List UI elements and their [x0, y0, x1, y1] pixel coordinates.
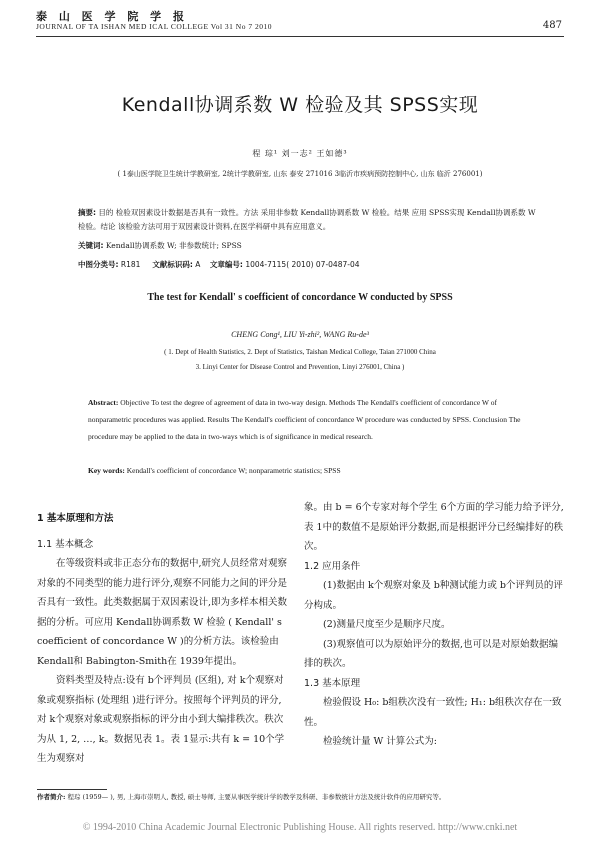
header-rule	[36, 36, 564, 37]
article-id-label: 文章编号:	[209, 260, 243, 269]
condition-3: (3)观察值可以为原始评分的数据,也可以是对原始数据编排的秩次。	[304, 638, 558, 669]
authors-en: CHENG Cong¹, LIU Yi-zhi², WANG Ru-de³	[231, 330, 369, 339]
condition-2: (2)测量尺度至少是顺序尺度。	[323, 619, 451, 630]
doc-code-value: A	[195, 260, 201, 269]
keywords-cn	[78, 240, 242, 251]
keywords-en-text: Kendall's coefficient of concordance W; nonparametric statistics; SPSS	[126, 466, 341, 475]
body-left-column	[37, 509, 292, 769]
footnote-rule	[37, 789, 107, 790]
body-paragraph-2: 资料类型及特点:设有 b个评判员 (区组), 对 k个观察对象或观察指标 (处理组 )进行评分。按照每个评判员的评分, 对 k个观察对象或观察指标的评分由小到大编排秩次。秩次为从 1, 2, …, k。数据见表 1。表 1显示:共有 k = 10个学生为观察对	[37, 675, 285, 764]
affiliation-cn: ( 1泰山医学院卫生统计学教研室, 2统计学教研室, 山东 泰安 271016 3临沂市疾病预防控制中心, 山东 临沂 276001)	[117, 170, 483, 178]
subsection-heading-1-2: 1.2 应用条件	[304, 560, 361, 572]
journal-name-cn: 泰 山 医 学 院 学 报	[36, 10, 188, 23]
abstract-en-label: Abstract:	[88, 398, 119, 407]
abstract-en	[88, 394, 528, 445]
authors-cn: 程 琮¹ 刘一志² 王如德³	[252, 149, 348, 158]
formula-intro: 检验统计量 W 计算公式为:	[323, 736, 438, 747]
classification-line	[78, 259, 360, 270]
article-id-value: 1004-7115( 2010) 07-0487-04	[245, 260, 360, 269]
subsection-heading-1-1: 1.1 基本概念	[37, 538, 94, 550]
copyright-line: © 1994-2010 China Academic Journal Electronic Publishing House. All rights reserved. http://www.cnki.net	[82, 822, 518, 833]
doc-code-label: 文献标识码:	[152, 260, 193, 269]
footnote-text: 程琮 (1959— ), 男, 上海市崇明人, 教授, 硕士导师, 主要从事医学统计学的教学及科研、非参数统计方法及统计软件的应用研究等。	[67, 793, 446, 801]
footnote-label: 作者简介:	[37, 793, 66, 801]
title-en: The test for Kendall' s coefficient of concordance W conducted by SPSS	[147, 292, 453, 303]
keywords-en-label: Key words:	[88, 466, 125, 475]
hypothesis-text: 检验假设 H₀: b组秩次没有一致性; H₁: b组秩次存在一致性。	[304, 697, 562, 728]
condition-1: (1)数据由 k个观察对象及 b种测试能力或 b个评判员的评分构成。	[304, 580, 563, 611]
keywords-cn-text: Kendall协调系数 W; 非参数统计; SPSS	[105, 241, 242, 250]
affiliation-en-line-1: ( 1. Dept of Health Statistics, 2. Dept of Statistics, Taishan Medical College, Taian 271000 China	[164, 348, 436, 356]
author-footnote	[37, 792, 557, 803]
journal-name-en: JOURNAL OF TA ISHAN MED ICAL COLLEGE Vol 31 No 7 2010	[36, 22, 272, 31]
abstract-cn-text: 目的 检验双因素设计数据是否具有一致性。方法 采用非参数 Kendall协调系数 W 检验。结果 应用 SPSS实现 Kendall协调系数 W 检验。结论 该检验方法可用于双因素设计资料,在医学科研中具有应用意义。	[78, 208, 536, 231]
body-paragraph-1: 在等级资料或非正态分布的数据中,研究人员经常对观察对象的不同类型的能力进行评分,观察不同能力之间的评分是否具有一致性。此类数据属于双因素设计,即为多样本相关数据的分析。可应用 Kendall协调系数 W 检验 ( Kendall' s coefficient of concordance W )的分析方法。该检验由 Kendall和 Babington-Smith在 1939年提出。	[37, 558, 288, 667]
clc-value: R181	[120, 260, 141, 269]
abstract-cn-label: 摘要:	[78, 208, 96, 217]
section-heading-1: 1 基本原理和方法	[37, 513, 114, 524]
page-number: 487	[542, 20, 562, 31]
title-cn: Kendall协调系数 W 检验及其 SPSS实现	[121, 94, 479, 116]
subsection-heading-1-3: 1.3 基本原理	[304, 677, 361, 689]
clc-label: 中图分类号:	[78, 260, 119, 269]
keywords-cn-label: 关键词:	[78, 241, 104, 250]
body-paragraph-2-continued: 象。由 b = 6个专家对每个学生 6个方面的学习能力给予评分,表 1中的数值不是原始评分数据,而是根据评分已经编排好的秩次。	[304, 502, 564, 552]
affiliation-en-line-2: 3. Linyi Center for Disease Control and Prevention, Linyi 276001, China )	[195, 363, 405, 371]
abstract-cn	[78, 206, 538, 234]
body-right-column	[304, 498, 564, 752]
abstract-en-text: Objective To test the degree of agreement of data in two-way design. Methods The Kendall's coefficient of concordance W of nonparametric procedures was applied. Results The Kendall's coefficient of concordance W procedure was conducted by SPSS. Conclusion The procedure may be applied to the data in two-ways which is of significance in medical research.	[88, 398, 521, 441]
keywords-en	[88, 466, 341, 475]
